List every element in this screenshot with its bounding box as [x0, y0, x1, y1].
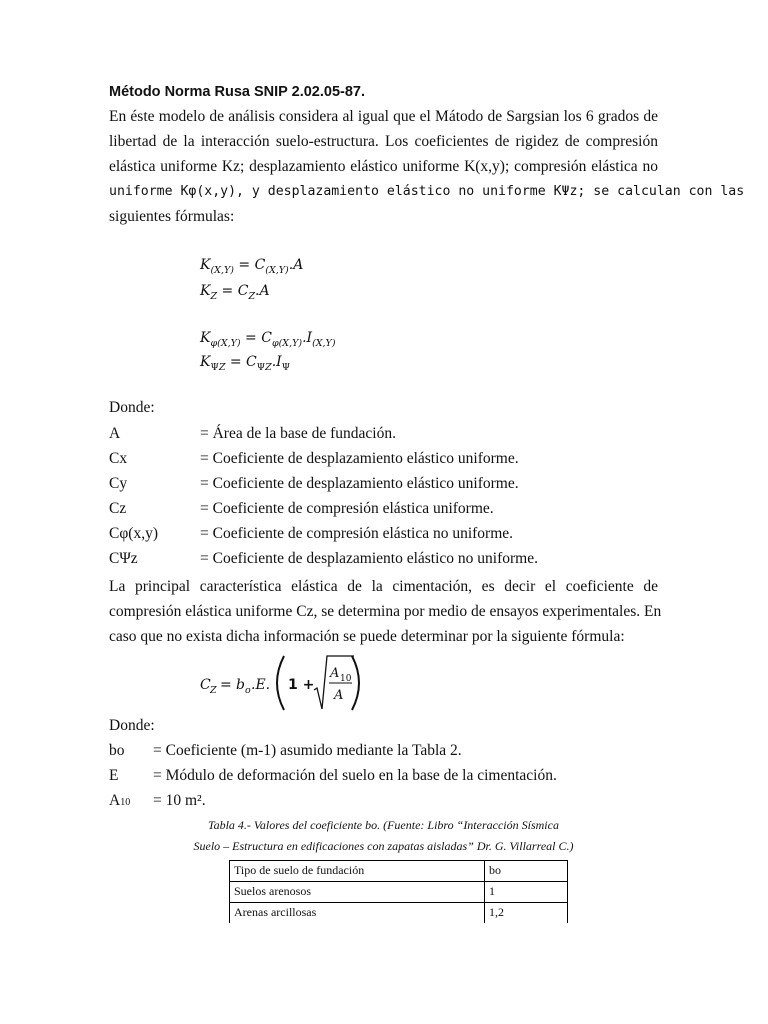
- def-symbol-cpsi: CΨz: [109, 550, 138, 567]
- intro-line-4: uniforme Kφ(x,y), y desplazamiento elástico no uniforme KΨz; se calculan con las: [109, 184, 745, 199]
- intro-line-1: En éste modelo de análisis considera al igual que el Mátodo de Sargsian los 6 grados de: [109, 108, 658, 125]
- intro-paragraph: [109, 104, 745, 229]
- svg-text:Z: Z: [210, 685, 217, 696]
- def2-symbol-e: E: [109, 767, 119, 784]
- def-text-cx: = Coeficiente de desplazamiento elástico uniforme.: [200, 450, 519, 467]
- def-text-cz: = Coeficiente de compresión elástica uniforme.: [200, 500, 494, 517]
- intro-line-2: libertad de la interacción suelo-estructura. Los coeficientes de rigidez de compresión: [109, 133, 658, 150]
- table-header-cell: bo: [485, 861, 568, 882]
- svg-text:b: b: [236, 677, 245, 693]
- table-header-row: [230, 861, 568, 882]
- svg-text:10: 10: [340, 674, 352, 684]
- donde2-label: Donde:: [109, 717, 155, 734]
- table-cell: Arenas arcillosas: [230, 903, 485, 924]
- formula-kpsi: $K_{\Psi Z} = C_{\Psi Z}.I_\Psi$: [200, 354, 291, 373]
- def2-text-bo: = Coeficiente (m-1) asumido mediante la Tabla 2.: [153, 742, 462, 759]
- intro-line-3: elástica uniforme Kz; desplazamiento elástico uniforme K(x,y); compresión elástica no: [109, 158, 658, 175]
- svg-text:A: A: [334, 688, 344, 703]
- para2-line-2: compresión elástica uniforme Cz, se determina por medio de ensayos experimentales. En: [109, 603, 662, 620]
- svg-text:=: =: [220, 677, 232, 693]
- para2-line-1: La principal característica elástica de la cimentación, es decir el coeficiente de: [109, 578, 658, 595]
- def-symbol-cz: Cz: [109, 500, 127, 517]
- def2-text-e: = Módulo de deformación del suelo en la base de la cimentación.: [153, 767, 557, 784]
- section-title: Método Norma Rusa SNIP 2.02.05-87.: [109, 84, 365, 100]
- table-row: [230, 903, 568, 924]
- table-header-cell: Tipo de suelo de fundación: [230, 861, 485, 882]
- para2-line-3: caso que no exista dicha información se puede determinar por la siguiente fórmula:: [109, 628, 625, 645]
- table-cell: 1,2: [485, 903, 568, 924]
- donde-label: Donde:: [109, 399, 155, 416]
- def-symbol-cx: Cx: [109, 450, 128, 467]
- cz-paragraph: [109, 574, 662, 649]
- def-text-a: = Área de la base de fundación.: [200, 425, 396, 442]
- def-text-cphi: = Coeficiente de compresión elástica no uniforme.: [200, 525, 514, 542]
- def-symbol-cy: Cy: [109, 475, 128, 492]
- svg-text:1 +: 1 +: [288, 677, 315, 693]
- table-row: [230, 882, 568, 903]
- formula-cz: [196, 652, 366, 714]
- def-text-cpsi: = Coeficiente de desplazamiento elástico no uniforme.: [200, 550, 538, 567]
- formula-kxy: $K_{(X,Y)} = C_{(X,Y)}.A$: [200, 257, 304, 276]
- intro-line-5: siguientes fórmulas:: [109, 208, 235, 225]
- formula-kz: $K_Z = C_Z.A$: [200, 283, 270, 302]
- svg-text:A: A: [330, 666, 340, 681]
- bo-table: [229, 860, 568, 923]
- def-symbol-cphi: Cφ(x,y): [109, 525, 158, 542]
- table-caption-line-2: Suelo – Estructura en edificaciones con zapatas aisladas” Dr. G. Villarreal C.): [193, 839, 574, 853]
- svg-text:.E.: .E.: [251, 677, 271, 693]
- def-symbol-a: A: [109, 425, 121, 442]
- formula-kphi: $K_{\varphi(X,Y)} = C_{\varphi(X,Y)}.I_{(X,Y)}$: [200, 330, 336, 349]
- table-cell: Suelos arenosos: [230, 882, 485, 903]
- svg-text:o: o: [245, 685, 251, 696]
- def2-symbol-bo: bo: [109, 742, 125, 759]
- def2-symbol-a10: A10: [109, 792, 131, 809]
- table-caption-line-1: Tabla 4.- Valores del coeficiente bo. (Fuente: Libro “Interacción Sísmica: [208, 818, 559, 832]
- table-cell: 1: [485, 882, 568, 903]
- def-text-cy: = Coeficiente de desplazamiento elástico uniforme.: [200, 475, 519, 492]
- svg-text:C: C: [200, 677, 211, 693]
- def2-text-a10: = 10 m².: [153, 792, 206, 809]
